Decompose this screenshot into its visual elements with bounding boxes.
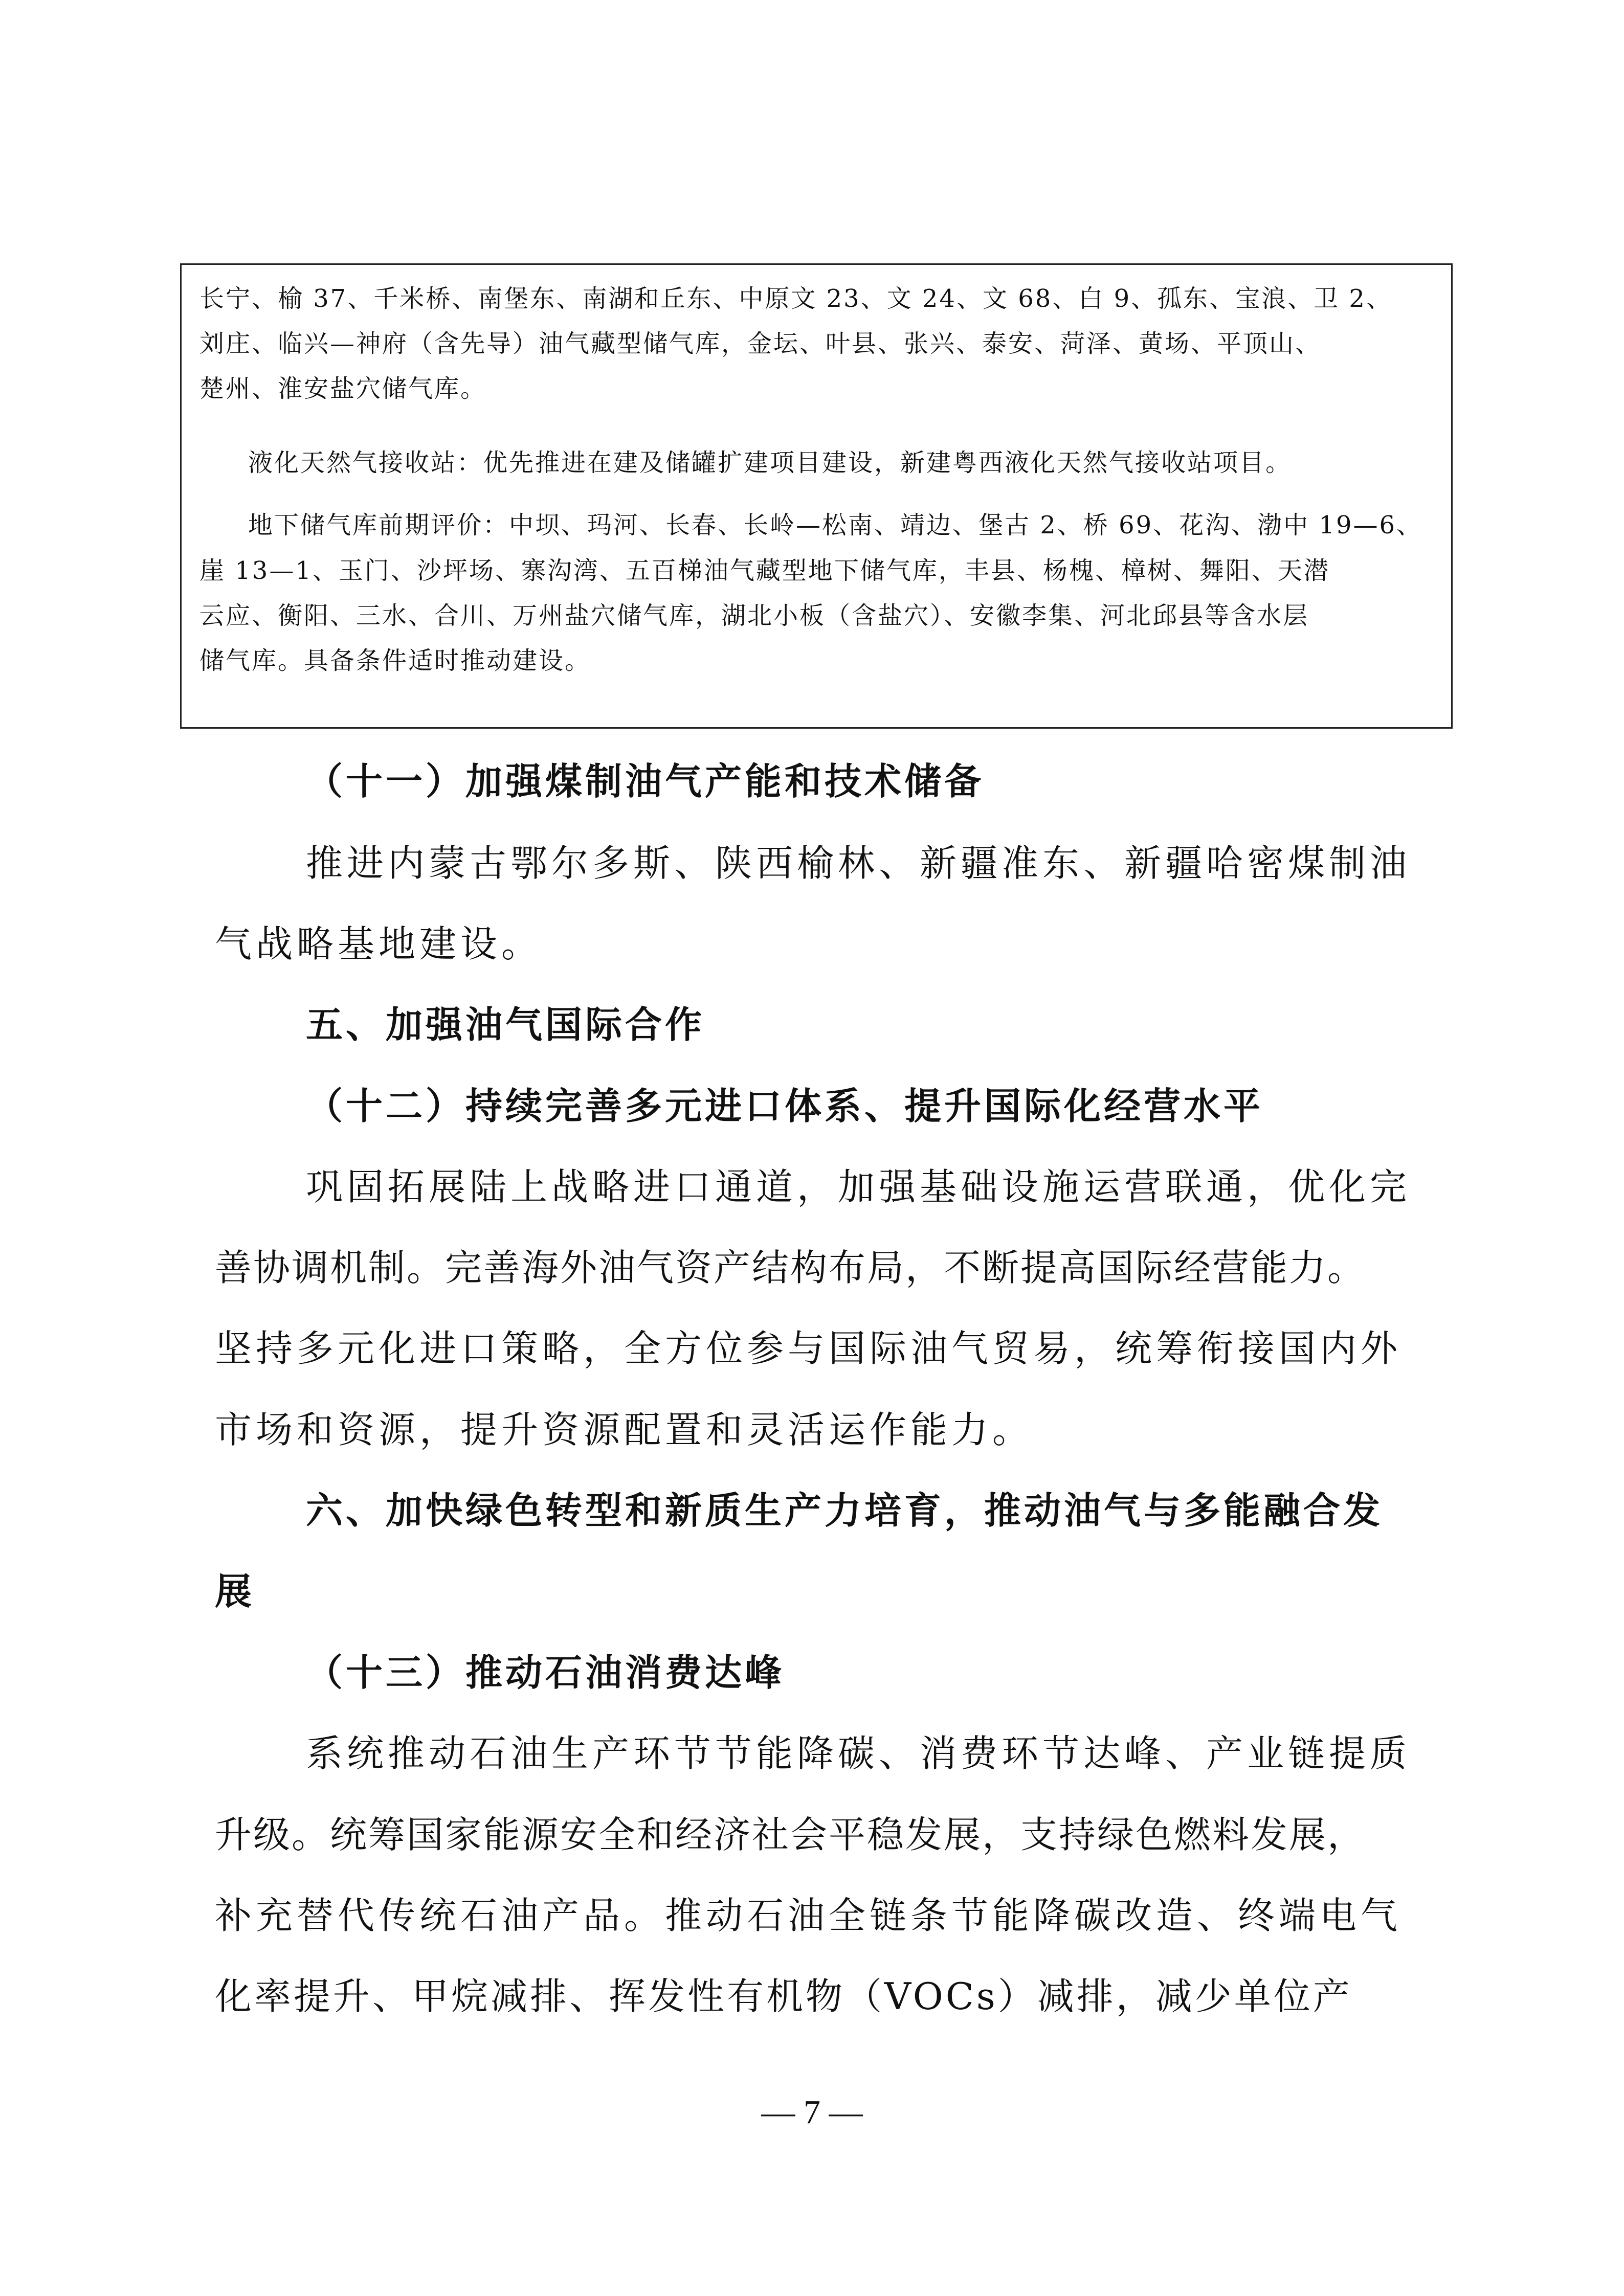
- paragraph-line: 补充替代传统石油产品。推动石油全链条节能降碳改造、终端电气: [215, 1894, 1402, 1937]
- paragraph-line: 坚持多元化进口策略，全方位参与国际油气贸易，统筹衔接国内外: [215, 1327, 1402, 1370]
- paragraph-line: 气战略基地建设。: [215, 922, 543, 965]
- paragraph-line: 市场和资源，提升资源配置和灵活运作能力。: [215, 1408, 1034, 1451]
- ugs-label: 地下储气库前期评价：: [248, 511, 509, 539]
- paragraph-line: 升级。统筹国家能源安全和经济社会平稳发展，支持绿色燃料发展，: [215, 1813, 1366, 1856]
- heading-section-12: （十二）持续完善多元进口体系、提升国际化经营水平: [306, 1084, 1264, 1128]
- box-line: 云应、衡阳、三水、合川、万州盐穴储气库，湖北小板（含盐穴）、安徽李集、河北邱县等含水层: [199, 601, 1309, 630]
- box-line: 刘庄、临兴—神府（含先导）油气藏型储气库，金坛、叶县、张兴、泰安、菏泽、黄场、平顶山、: [199, 329, 1322, 358]
- page-number: — 7 —: [761, 2094, 863, 2131]
- heading-section-13: （十三）推动石油消费达峰: [306, 1651, 785, 1694]
- box-line: 长宁、榆 37、千米桥、南堡东、南湖和丘东、中原文 23、文 24、文 68、白 9、孤东、宝浪、卫 2、: [199, 284, 1392, 313]
- box-lng-line: [248, 448, 1292, 477]
- heading-part-6: 六、加快绿色转型和新质生产力培育，推动油气与多能融合发: [306, 1489, 1384, 1532]
- heading-part-5: 五、加强油气国际合作: [306, 1003, 705, 1046]
- storage-project-box: [180, 263, 1453, 729]
- paragraph-line: 系统推动石油生产环节节能降碳、消费环节达峰、产业链提质: [306, 1732, 1411, 1775]
- heading-part-6-cont: 展: [215, 1570, 255, 1613]
- heading-section-11: （十一）加强煤制油气产能和技术储备: [306, 759, 985, 803]
- paragraph-line: 化率提升、甲烷减排、挥发性有机物（VOCs）减排，减少单位产: [215, 1975, 1352, 2018]
- paragraph-line: 推进内蒙古鄂尔多斯、陕西榆林、新疆准东、新疆哈密煤制油: [306, 842, 1411, 885]
- lng-label: 液化天然气接收站：: [248, 448, 483, 477]
- box-line: 崖 13—1、玉门、沙坪场、寨沟湾、五百梯油气藏型地下储气库，丰县、杨槐、樟树、舞阳、天潜: [199, 556, 1330, 585]
- paragraph-line: 善协调机制。完善海外油气资产结构布局，不断提高国际经营能力。: [215, 1246, 1366, 1289]
- box-line: 楚州、淮安盐穴储气库。: [199, 374, 487, 403]
- box-ugs-line: [248, 513, 1422, 537]
- lng-text: 优先推进在建及储罐扩建项目建设，新建粤西液化天然气接收站项目。: [483, 448, 1292, 477]
- ugs-text: 中坝、玛河、长春、长岭—松南、靖边、堡古 2、桥 69、花沟、渤中 19—6、: [509, 511, 1423, 539]
- box-line: 储气库。具备条件适时推动建设。: [199, 646, 591, 675]
- paragraph-line: 巩固拓展陆上战略进口通道，加强基础设施运营联通，优化完: [306, 1165, 1411, 1208]
